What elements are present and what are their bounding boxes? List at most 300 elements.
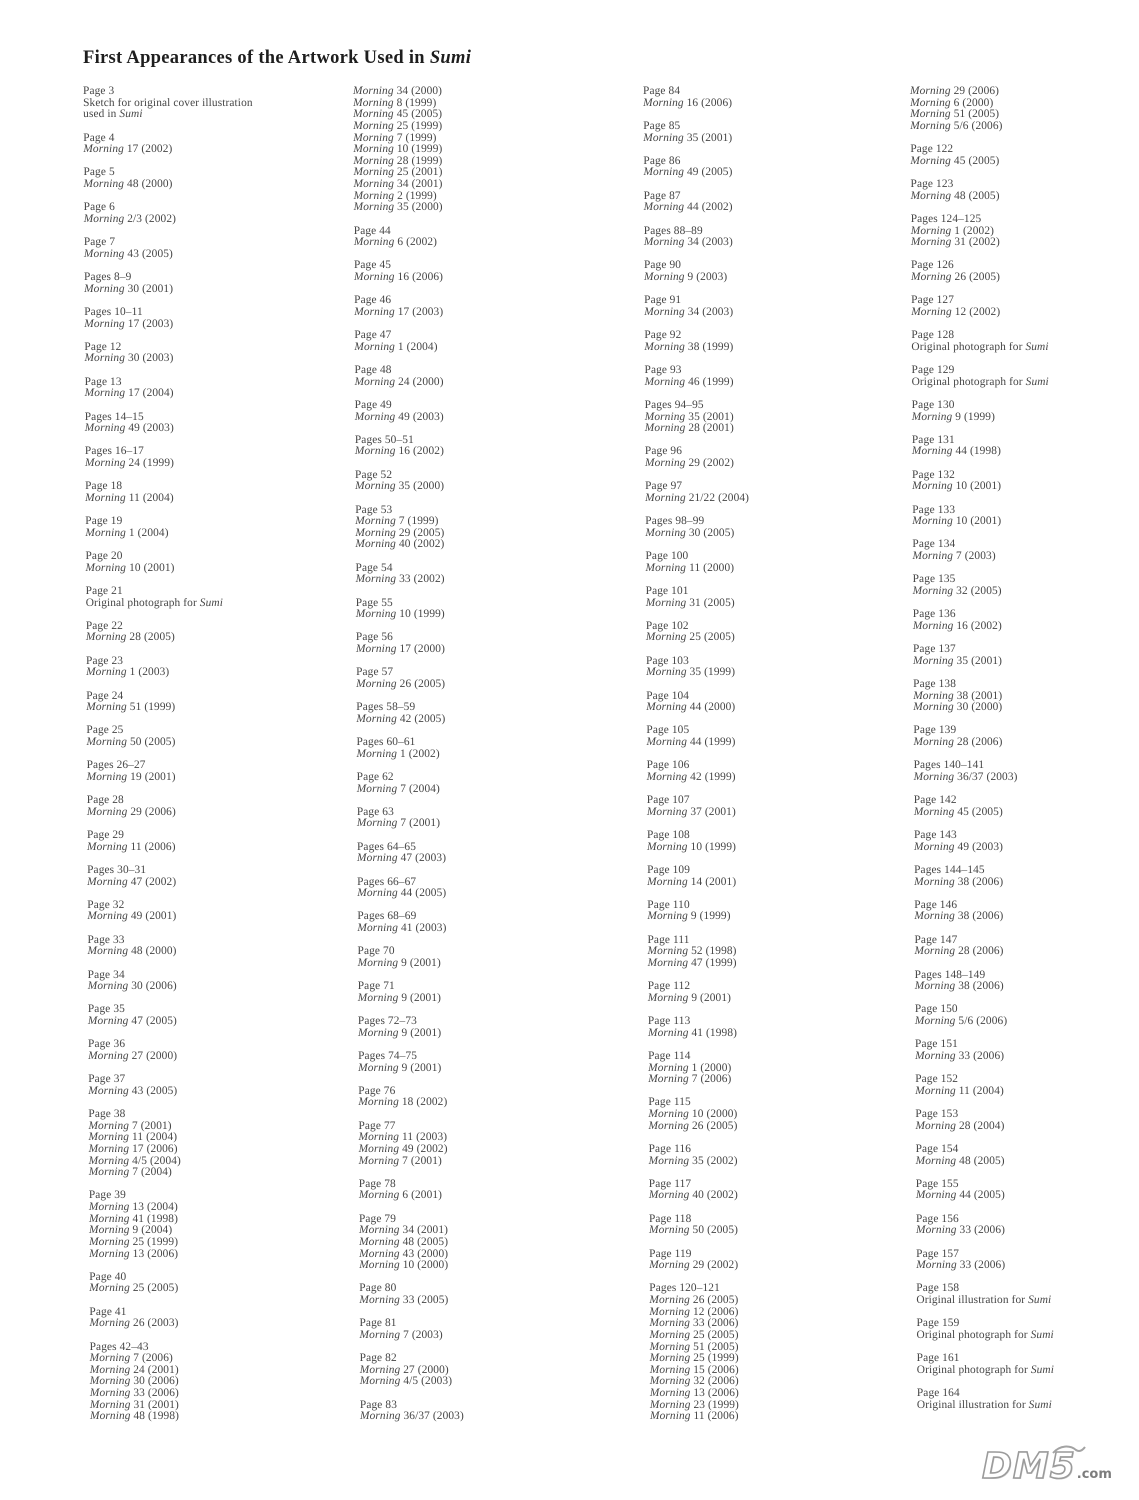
source-line: Morning 34 (2003) <box>643 236 733 249</box>
source-line: Morning 43 (2005) <box>88 1084 178 1097</box>
source-line: Morning 8 (1999) <box>353 96 437 109</box>
source-line: Morning 11 (2006) <box>649 1410 739 1423</box>
credit-entry <box>86 656 256 679</box>
source-line: Morning 38 (2001) <box>913 689 1003 702</box>
credit-entry <box>912 400 1049 423</box>
page-number-label: Page 22 <box>85 619 123 632</box>
page-number-label: Pages 148–149 <box>914 968 986 981</box>
source-line: Morning 48 (2005) <box>359 1235 449 1248</box>
source-line: Morning 7 (2004) <box>356 782 440 795</box>
source-line: Morning 35 (2000) <box>355 480 445 493</box>
source-line: Morning 26 (2005) <box>649 1294 739 1306</box>
source-line: Morning 19 (2001) <box>86 770 176 783</box>
page-number-label: Page 62 <box>356 770 394 783</box>
page-number-label: Pages 30–31 <box>87 863 147 876</box>
page-number-label: Page 7 <box>83 236 116 249</box>
page-number-label: Page 83 <box>359 1398 398 1411</box>
source-line: Morning 9 (2001) <box>357 956 441 969</box>
page-number-label: Page 36 <box>87 1038 126 1051</box>
credit-entry <box>914 900 1051 923</box>
page-number-label: Page 119 <box>649 1247 692 1260</box>
credit-entry <box>912 505 1049 528</box>
credit-entry <box>354 295 458 318</box>
page-number-label: Page 57 <box>356 666 394 679</box>
page-number-label: Page 79 <box>358 1212 397 1225</box>
source-line: Morning 17 (2003) <box>354 305 444 318</box>
page-number-label: Page 32 <box>87 898 125 911</box>
source-line: Morning 25 (1999) <box>649 1352 739 1365</box>
credit-entry <box>910 144 1047 167</box>
source-line: Morning 38 (1999) <box>644 340 734 353</box>
source-line: Morning 10 (2000) <box>648 1108 738 1120</box>
source-line: Morning 42 (2005) <box>356 712 446 725</box>
credit-entry <box>646 586 750 609</box>
page-number-label: Pages 42–43 <box>89 1340 149 1353</box>
page-number-label: Page 156 <box>915 1212 959 1225</box>
credit-entry <box>649 1144 753 1167</box>
page-number-label: Page 157 <box>916 1247 960 1260</box>
credits-column-1 <box>83 86 260 1435</box>
credit-entry <box>358 981 462 1004</box>
source-line: Morning 1 (2002) <box>910 224 995 237</box>
source-line: Morning 2 (1999) <box>353 189 437 202</box>
source-line: Morning 32 (2006) <box>649 1375 739 1388</box>
credit-entry <box>917 1353 1054 1376</box>
credit-entry <box>86 691 256 714</box>
source-line: Morning 45 (2005) <box>910 154 1000 167</box>
source-line: Morning 11 (2003) <box>358 1131 448 1144</box>
source-line: Morning 17 (2000) <box>355 643 446 655</box>
source-line: Morning 10 (2001) <box>912 480 1002 493</box>
page-number-label: Page 137 <box>912 643 956 655</box>
credit-entry <box>646 691 750 714</box>
page-number-label: Page 54 <box>355 561 393 574</box>
source-line: Morning 25 (1999) <box>353 119 443 132</box>
source-line: Morning 18 (2002) <box>358 1096 448 1109</box>
source-line: Morning 41 (2003) <box>357 922 447 934</box>
credit-entry <box>355 435 459 458</box>
source-line: Morning 44 (1999) <box>646 736 736 748</box>
watermark-logo <box>982 1446 1112 1490</box>
source-line: Morning 16 (2006) <box>353 271 444 283</box>
page-number-label: Pages 10–11 <box>84 305 143 318</box>
page-number-label: Pages 74–75 <box>358 1049 418 1062</box>
source-line: Morning 10 (1999) <box>646 840 737 853</box>
page-number-label: Pages 98–99 <box>645 515 705 528</box>
credit-entry <box>358 946 462 969</box>
page-number-label: Pages 60–61 <box>356 736 416 748</box>
source-line: Morning 49 (2003) <box>354 410 444 423</box>
page-number-label: Page 129 <box>911 364 955 376</box>
credit-entry <box>354 365 458 388</box>
credit-entry <box>354 330 458 353</box>
credit-entry <box>358 1086 462 1109</box>
credits-column-3 <box>643 86 754 1435</box>
source-line: Morning 7 (2001) <box>356 817 441 830</box>
page-number-label: Page 77 <box>358 1119 396 1132</box>
source-line: Morning 35 (2002) <box>648 1154 738 1167</box>
source-line: Morning 40 (2002) <box>355 538 445 551</box>
credit-entry <box>90 1342 260 1423</box>
page-number-label: Pages 88–89 <box>643 224 703 237</box>
credit-entry <box>916 1214 1053 1237</box>
credit-entry <box>649 1283 754 1423</box>
source-line: Morning 34 (2003) <box>644 305 734 318</box>
page-number-label: Page 3 <box>82 85 115 97</box>
page-number-label: Page 158 <box>916 1282 960 1295</box>
credit-entry <box>648 1097 752 1132</box>
page-number-label: Page 153 <box>915 1108 959 1120</box>
source-line: Morning 1 (2004) <box>85 526 169 539</box>
source-line: Morning 24 (1999) <box>84 457 175 469</box>
credit-entry <box>360 1400 464 1423</box>
page-number-label: Page 63 <box>356 805 394 818</box>
page-number-label: Pages 144–145 <box>914 863 985 876</box>
page-number-label: Page 39 <box>88 1189 126 1202</box>
credit-entry <box>915 1074 1052 1097</box>
source-line: Morning 44 (2000) <box>646 701 736 714</box>
source-line: Morning 7 (1999) <box>355 515 439 528</box>
page-number-label: Page 106 <box>646 759 690 772</box>
page-title: First Appearances of the Artwork Used in Sumi <box>83 48 472 68</box>
credit-entry <box>912 435 1049 458</box>
watermark-swoosh-icon <box>1052 1444 1086 1456</box>
source-line: Morning 11 (2004) <box>915 1084 1004 1097</box>
source-line: Morning 35 (2001) <box>643 131 733 144</box>
source-line: Morning 33 (2006) <box>915 1049 1005 1062</box>
source-line: Morning 34 (2000) <box>352 85 443 97</box>
source-line: Morning 44 (1998) <box>911 445 1001 458</box>
page-number-label: Page 25 <box>86 724 124 737</box>
page-number-label: Page 5 <box>83 166 115 179</box>
credit-entry <box>87 760 257 783</box>
page-number-label: Page 109 <box>647 863 691 876</box>
source-line: Morning 37 (2001) <box>646 805 736 818</box>
page-number-label: Page 55 <box>355 596 393 609</box>
credit-entry <box>88 1109 258 1179</box>
credit-entry <box>915 1039 1052 1062</box>
page-number-label: Pages 124–125 <box>910 212 982 225</box>
source-line: Morning 28 (1999) <box>353 154 443 167</box>
source-line: Morning 35 (2001) <box>644 410 734 423</box>
credit-entry <box>85 446 255 469</box>
credit-entry <box>89 1272 259 1295</box>
source-line: Morning 47 (2003) <box>357 852 447 865</box>
source-line: Morning 11 (2004) <box>85 491 174 504</box>
credit-entry <box>84 342 254 365</box>
page-number-label: Pages 72–73 <box>357 1015 417 1027</box>
source-line: Morning 47 (1999) <box>647 956 737 969</box>
source-line: Morning 49 (2005) <box>643 166 733 179</box>
source-line: Morning 43 (2005) <box>83 247 173 260</box>
credit-entry <box>915 970 1052 993</box>
page-number-label: Pages 66–67 <box>357 875 417 888</box>
page-number-label: Page 159 <box>916 1317 960 1330</box>
credit-entry <box>354 260 458 283</box>
page-number-label: Page 122 <box>910 143 954 156</box>
credit-entry <box>645 446 749 469</box>
page-number-label: Page 108 <box>646 829 690 841</box>
credit-entry <box>84 307 254 330</box>
credit-entry <box>85 551 255 574</box>
page-number-label: Page 28 <box>86 794 124 807</box>
source-line: Morning 7 (2006) <box>89 1352 173 1365</box>
credit-entry <box>912 470 1049 493</box>
source-line: Morning 41 (1998) <box>88 1212 179 1225</box>
source-line: Morning 47 (2002) <box>87 875 177 888</box>
page-number-label: Page 111 <box>647 933 690 946</box>
credit-entry <box>83 167 253 190</box>
page-number-label: Page 21 <box>85 584 123 597</box>
source-line: Morning 11 (2006) <box>86 840 176 853</box>
credit-entry <box>88 970 258 993</box>
credit-entry <box>645 516 749 539</box>
source-line: Morning 17 (2004) <box>84 387 174 400</box>
credit-entry <box>643 121 747 144</box>
source-line: Morning 7 (2003) <box>359 1328 443 1341</box>
credit-entry <box>647 760 751 783</box>
credit-entry <box>914 795 1051 818</box>
source-line: Morning 31 (2002) <box>910 236 1000 249</box>
page-number-label: Pages 26–27 <box>86 759 146 772</box>
credit-entry <box>88 1039 258 1062</box>
credit-entry <box>356 737 460 760</box>
credit-entry <box>356 667 460 690</box>
credit-entry <box>647 935 751 970</box>
credit-entry <box>645 551 749 574</box>
page-number-label: Page 150 <box>914 1003 958 1016</box>
source-line: Morning 10 (2000) <box>359 1259 449 1272</box>
credit-entry <box>355 563 459 586</box>
credit-entry <box>911 365 1048 388</box>
credit-entry <box>644 365 748 388</box>
source-line: Sketch for original cover illustration <box>83 96 253 109</box>
credit-entry <box>916 1144 1053 1167</box>
page-number-label: Page 46 <box>354 294 392 307</box>
source-line: Morning 15 (2006) <box>649 1363 739 1376</box>
page-number-label: Page 133 <box>912 503 956 516</box>
source-line: Original photograph for Sumi <box>911 375 1049 388</box>
source-line: Original photograph for Sumi <box>911 340 1049 353</box>
source-line: Morning 44 (2005) <box>357 887 447 900</box>
source-line: Morning 26 (2005) <box>356 677 446 690</box>
source-line: Morning 50 (2005) <box>86 736 176 748</box>
source-line: Morning 10 (2001) <box>85 561 175 574</box>
source-line: Morning 35 (2001) <box>912 654 1003 667</box>
page-number-label: Page 107 <box>646 794 690 807</box>
source-line: Morning 7 (2006) <box>648 1073 732 1086</box>
source-line: Morning 10 (2001) <box>912 515 1002 528</box>
source-line: Morning 35 (1999) <box>646 666 736 679</box>
source-line: Morning 12 (2002) <box>911 305 1001 318</box>
source-line: Morning 11 (2004) <box>88 1131 178 1144</box>
page-number-label: Page 100 <box>645 550 689 562</box>
credit-entry <box>358 1051 462 1074</box>
page-number-label: Page 91 <box>644 294 682 307</box>
credit-entry <box>355 400 459 423</box>
credit-entry <box>85 481 255 504</box>
source-line: Morning 38 (2006) <box>914 875 1004 888</box>
credit-entry <box>915 1109 1052 1132</box>
source-line: Morning 33 (2006) <box>915 1224 1006 1237</box>
source-line: Morning 29 (2006) <box>909 85 1000 97</box>
credit-entry <box>644 191 748 214</box>
credit-entry <box>85 412 255 435</box>
credit-entry <box>914 865 1051 888</box>
credit-entry <box>358 1016 462 1039</box>
source-line: Morning 9 (2001) <box>647 991 732 1004</box>
credit-entry <box>87 865 257 888</box>
credit-entry <box>643 156 747 179</box>
page-number-label: Page 13 <box>84 375 122 388</box>
page-number-label: Page 110 <box>647 898 690 911</box>
credit-entry <box>645 400 749 435</box>
credit-entry <box>914 935 1051 958</box>
source-line: Morning 33 (2006) <box>89 1387 179 1399</box>
source-line: Morning 10 (1999) <box>355 608 445 621</box>
page-number-label: Page 23 <box>85 654 124 667</box>
page-number-label: Page 12 <box>84 340 122 353</box>
source-line: Morning 25 (2005) <box>649 1328 739 1341</box>
credit-entry <box>359 1179 463 1202</box>
page-number-label: Pages 120–121 <box>649 1282 720 1295</box>
source-line: Morning 1 (2004) <box>354 340 438 353</box>
page-number-label: Page 112 <box>647 980 691 993</box>
source-line: Morning 27 (2000) <box>88 1049 178 1062</box>
credit-entry <box>83 86 253 121</box>
credit-entry <box>914 830 1051 853</box>
page-number-label: Page 33 <box>87 933 125 946</box>
source-line: Morning 33 (2006) <box>916 1259 1006 1272</box>
page-number-label: Pages 68–69 <box>357 910 417 923</box>
source-line: Morning 28 (2006) <box>914 945 1004 958</box>
source-line: Morning 16 (2006) <box>643 96 733 109</box>
credit-entry <box>356 702 460 725</box>
page-number-label: Page 143 <box>913 829 957 841</box>
credit-entry <box>645 481 749 504</box>
source-line: Original photograph for Sumi <box>916 1363 1055 1376</box>
source-line: Morning 4/5 (2004) <box>88 1154 181 1167</box>
page-number-label: Page 78 <box>358 1177 396 1190</box>
page-number-label: Page 96 <box>644 445 683 458</box>
source-line: Morning 51 (1999) <box>86 701 176 714</box>
page-number-label: Page 6 <box>83 201 115 214</box>
source-line: Morning 32 (2005) <box>912 584 1002 597</box>
source-line: Morning 7 (2003) <box>912 550 996 562</box>
page-number-label: Page 76 <box>358 1084 396 1097</box>
source-line: Morning 11 (2000) <box>645 561 735 574</box>
page-number-label: Page 161 <box>916 1352 960 1365</box>
source-line: Morning 36/37 (2003) <box>913 770 1018 783</box>
source-line: Morning 25 (2005) <box>645 631 735 644</box>
source-line: Morning 7 (2004) <box>88 1166 172 1179</box>
source-line: used in Sumi <box>83 108 143 121</box>
source-line: Morning 49 (2003) <box>84 422 174 435</box>
page-number-label: Page 19 <box>85 515 123 528</box>
page-number-label: Page 152 <box>915 1073 959 1086</box>
source-line: Morning 17 (2006) <box>88 1142 178 1155</box>
source-line: Morning 14 (2001) <box>647 875 737 888</box>
credit-entry <box>87 830 257 853</box>
source-line: Morning 52 (1998) <box>647 945 737 958</box>
source-line: Morning 4/5 (2003) <box>359 1375 453 1388</box>
source-line: Morning 12 (2006) <box>649 1305 739 1318</box>
credit-entry <box>357 911 461 934</box>
credit-entry <box>644 330 748 353</box>
source-line: Morning 29 (2006) <box>86 805 176 818</box>
page-number-label: Page 104 <box>646 689 690 702</box>
source-line: Morning 1 (2003) <box>86 666 170 679</box>
source-line: Morning 25 (2005) <box>89 1282 179 1295</box>
source-line: Morning 16 (2002) <box>354 445 444 458</box>
source-line: Morning 7 (2001) <box>358 1154 442 1167</box>
credit-entry <box>911 260 1048 283</box>
credit-entry <box>648 981 752 1004</box>
source-line: Morning 25 (2001) <box>353 166 443 179</box>
credit-entry <box>646 656 750 679</box>
watermark-brand: DM5 <box>982 1446 1076 1487</box>
credit-entry <box>913 679 1050 714</box>
credit-entry <box>646 621 750 644</box>
page-number-label: Page 86 <box>643 154 681 167</box>
page-number-label: Page 117 <box>648 1177 692 1190</box>
page-number-label: Page 53 <box>355 503 393 516</box>
source-line: Morning 45 (2005) <box>353 108 443 121</box>
credit-entry <box>357 807 461 830</box>
credits-column-4 <box>910 86 1054 1423</box>
credit-entry <box>649 1214 753 1237</box>
page-number-label: Page 90 <box>643 259 682 272</box>
page-number-label: Page 128 <box>911 329 955 342</box>
source-line: Morning 33 (2006) <box>649 1317 739 1330</box>
page-number-label: Page 115 <box>648 1096 691 1109</box>
credit-entry <box>911 330 1048 353</box>
credit-entry <box>647 900 751 923</box>
source-line: Morning 9 (2004) <box>88 1224 173 1237</box>
source-line: Morning 10 (1999) <box>353 143 443 156</box>
page-number-label: Page 113 <box>647 1015 691 1027</box>
source-line: Morning 21/22 (2004) <box>645 491 750 504</box>
source-line: Original illustration for Sumi <box>916 1294 1052 1306</box>
page-number-label: Page 146 <box>914 898 958 911</box>
source-line: Morning 1 (2002) <box>356 747 440 760</box>
page-number-label: Page 114 <box>648 1049 691 1062</box>
source-line: Morning 41 (1998) <box>647 1026 738 1039</box>
credit-entry <box>86 586 256 609</box>
page-number-label: Page 154 <box>915 1142 959 1155</box>
source-line: Morning 48 (2005) <box>915 1154 1005 1167</box>
source-line: Morning 31 (2005) <box>645 596 735 609</box>
source-line: Morning 51 (2005) <box>910 108 1000 121</box>
page-number-label: Page 44 <box>353 224 391 237</box>
source-line: Morning 34 (2001) <box>358 1224 449 1237</box>
source-line: Morning 13 (2006) <box>89 1247 179 1260</box>
credit-entry <box>910 86 1048 133</box>
page-number-label: Page 47 <box>354 329 392 342</box>
source-line: Morning 7 (1999) <box>353 131 437 144</box>
credit-entry <box>353 86 458 214</box>
page-number-label: Page 71 <box>357 980 395 993</box>
source-line: Morning 48 (2000) <box>83 178 173 190</box>
source-line: Original photograph for Sumi <box>85 596 224 609</box>
source-line: Morning 2/3 (2002) <box>83 212 177 225</box>
source-line: Morning 29 (2002) <box>649 1259 739 1272</box>
source-line: Morning 7 (2001) <box>88 1119 172 1132</box>
source-line: Morning 30 (2000) <box>913 701 1003 714</box>
page-number-label: Page 105 <box>646 724 690 737</box>
credit-entry <box>355 505 459 552</box>
page-number-label: Pages 8–9 <box>83 271 132 283</box>
